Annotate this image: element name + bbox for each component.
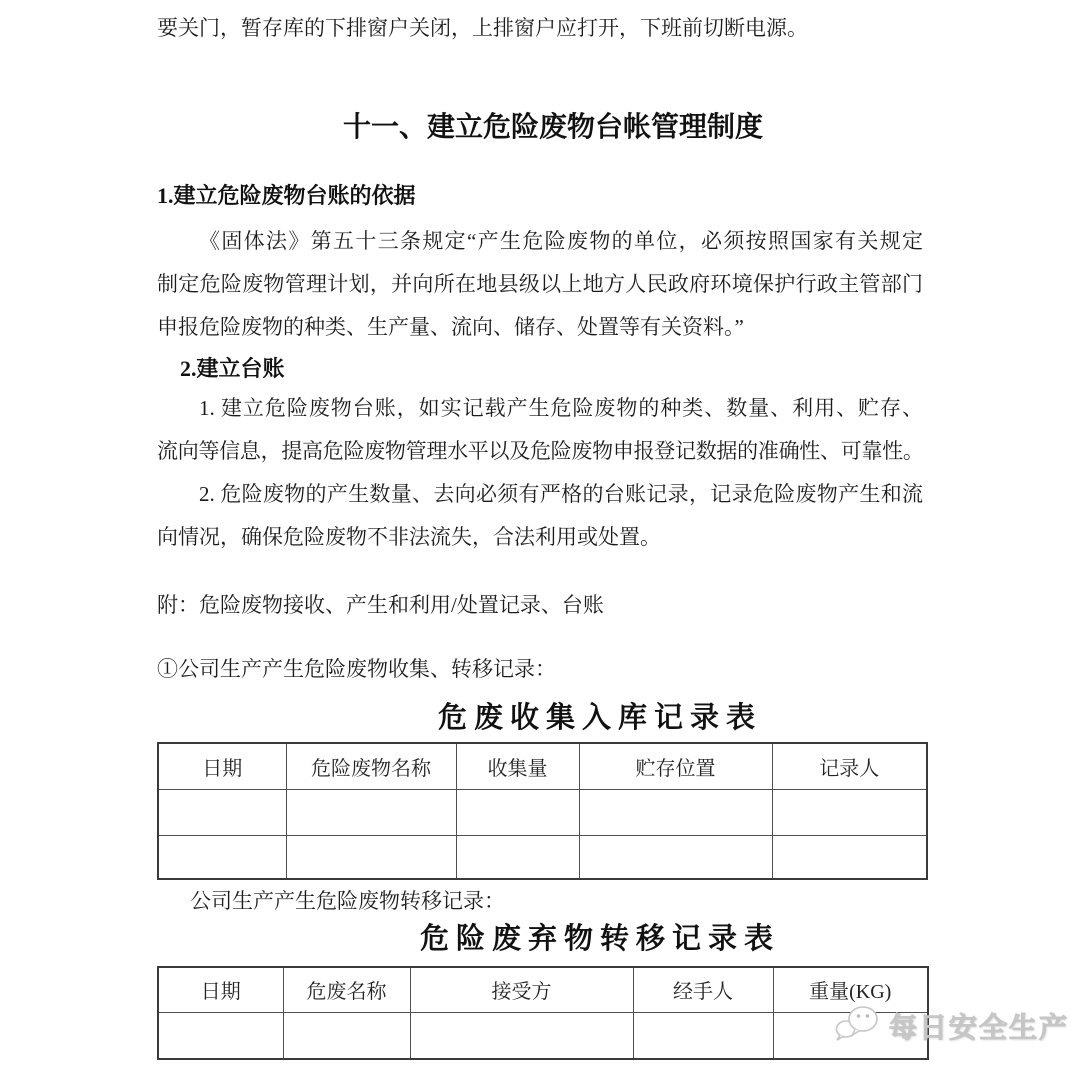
table-header-cell: 收集量 (456, 743, 579, 789)
section-1-heading: 1.建立危险废物台账的依据 (157, 183, 416, 208)
table-cell (158, 789, 286, 835)
table-header-cell: 危废名称 (283, 967, 410, 1012)
paragraph-line: 制定危险废物管理计划，并向所在地县级以上地方人民政府环境保护行政主管部门 (157, 272, 923, 296)
paragraph-line: 流向等信息，提高危险废物管理水平以及危险废物申报登记数据的准确性、可靠性。 (157, 439, 923, 463)
table-cell (456, 835, 579, 879)
table-row (158, 1012, 928, 1059)
table-cell (410, 1012, 633, 1059)
table-row (158, 835, 927, 879)
document-title: 十一、建立危险废物台帐管理制度 (342, 112, 763, 143)
section-2-heading: 2.建立台账 (180, 356, 285, 381)
table-cell (579, 835, 772, 879)
table-cell (158, 835, 286, 879)
collection-table-title: 危废收集入库记录表 (437, 702, 762, 734)
section-1-paragraph (157, 220, 923, 349)
table-header-cell: 经手人 (633, 967, 773, 1012)
record-2-intro: 公司生产产生危险废物转移记录： (190, 889, 505, 913)
attachment-note: 附：危险废物接收、产生和利用/处置记录、台账 (157, 593, 604, 617)
table-cell (158, 1012, 283, 1059)
table-cell (772, 835, 927, 879)
paragraph-line: 2. 危险废物的产生数量、去向必须有严格的台账记录，记录危险废物产生和流 (199, 482, 923, 506)
table-header-cell: 记录人 (772, 743, 927, 789)
watermark-text: 每日安全生产 (889, 1012, 1070, 1043)
transfer-table-title: 危险废弃物转移记录表 (419, 923, 780, 955)
record-1-intro: ①公司生产产生危险废物收集、转移记录： (157, 657, 556, 681)
table-cell (773, 1012, 928, 1059)
table-cell (283, 1012, 410, 1059)
paragraph-line: 申报危险废物的种类、生产量、流向、储存、处置等有关资料。” (157, 315, 744, 339)
transfer-record-table (157, 966, 929, 1060)
collection-record-table (157, 742, 928, 880)
table-cell (456, 789, 579, 835)
table-header-cell: 日期 (158, 967, 283, 1012)
table-header-row (158, 967, 928, 1012)
section-2-item-1 (157, 387, 923, 473)
paragraph-line: 《固体法》第五十三条规定“产生危险废物的单位，必须按照国家有关规定 (199, 229, 923, 253)
table-cell (286, 835, 456, 879)
paragraph-line: 1. 建立危险废物台账，如实记载产生危险废物的种类、数量、利用、贮存、 (199, 396, 923, 420)
table-header-cell: 危险废物名称 (286, 743, 456, 789)
table-cell (633, 1012, 773, 1059)
table-header-cell: 重量(KG) (773, 967, 928, 1012)
table-cell (579, 789, 772, 835)
document-content (157, 0, 923, 1060)
paragraph-line: 向情况，确保危险废物不非法流失，合法利用或处置。 (157, 525, 661, 549)
table-header-cell: 日期 (158, 743, 286, 789)
intro-paragraph-line: 要关门，暂存库的下排窗户关闭，上排窗户应打开，下班前切断电源。 (157, 16, 808, 40)
table-cell (772, 789, 927, 835)
table-header-cell: 接受方 (410, 967, 633, 1012)
table-cell (286, 789, 456, 835)
table-header-row (158, 743, 927, 789)
section-2-item-2 (157, 473, 923, 559)
table-header-cell: 贮存位置 (579, 743, 772, 789)
table-row (158, 789, 927, 835)
